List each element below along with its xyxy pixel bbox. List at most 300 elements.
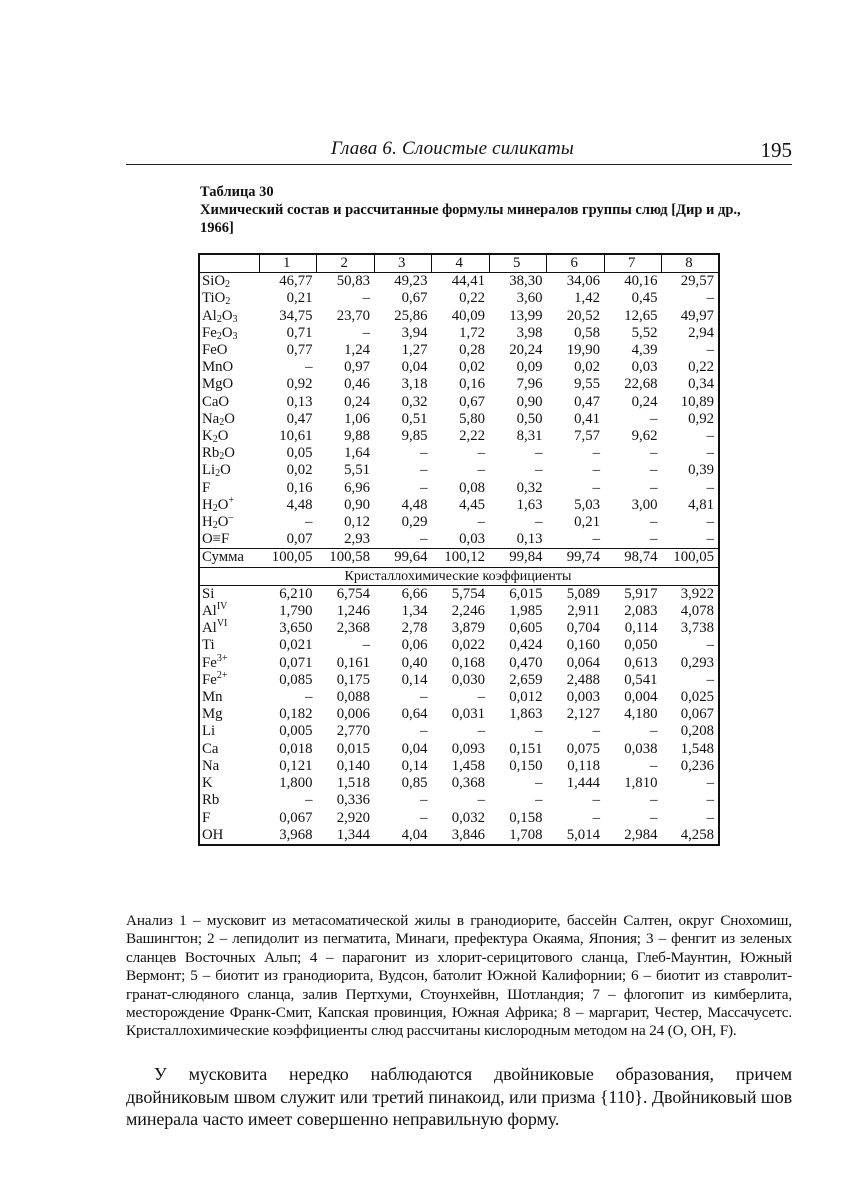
value-cell: 0,067 xyxy=(680,706,714,723)
value-cell: 0,050 xyxy=(624,637,658,654)
coefficient-row xyxy=(199,758,719,775)
value-cell: 0,21 xyxy=(286,290,313,307)
value-cell: 13,99 xyxy=(509,307,543,324)
table-label: Таблица 30 xyxy=(200,184,274,200)
value-cell: 0,04 xyxy=(401,359,428,376)
value-cell: 4,48 xyxy=(401,496,428,513)
body-paragraph: У мусковита нередко наблюдаются двойниковые образования, причем двойниковым швом служит или третий пинакоид, или призма {110}. Двойниковый шов минерала часто имеет совершенно неправильную форму. xyxy=(126,1064,792,1129)
value-cell: 0,03 xyxy=(631,359,658,376)
value-cell: 6,754 xyxy=(336,585,370,602)
value-cell: 6,210 xyxy=(279,585,313,602)
value-cell: 9,88 xyxy=(344,428,370,445)
table-body xyxy=(199,273,719,845)
table-caption xyxy=(200,183,760,237)
coefficient-row xyxy=(199,603,719,620)
value-cell: 5,089 xyxy=(566,585,600,602)
value-cell: 0,06 xyxy=(401,637,428,654)
value-cell: 4,04 xyxy=(401,826,428,843)
value-cell: 3,60 xyxy=(516,290,543,307)
coefficient-row xyxy=(199,792,719,809)
value-cell: 2,770 xyxy=(336,723,370,740)
value-cell: 1,790 xyxy=(279,603,313,620)
value-cell: 1,34 xyxy=(401,603,428,620)
value-cell: 0,90 xyxy=(344,496,370,513)
value-cell: 1,64 xyxy=(344,445,370,462)
value-cell: 0,77 xyxy=(286,342,313,359)
oxide-row xyxy=(199,531,719,549)
value-cell: 0,12 xyxy=(344,514,370,531)
value-cell: 2,083 xyxy=(624,603,658,620)
value-cell: – xyxy=(706,531,714,548)
value-cell: – xyxy=(420,531,428,548)
value-cell: 0,24 xyxy=(631,393,658,410)
value-cell: – xyxy=(420,792,428,809)
oxide-row xyxy=(199,480,719,497)
value-cell: – xyxy=(706,671,714,688)
value-cell: 2,920 xyxy=(336,809,370,826)
row-label: Na xyxy=(202,757,220,774)
value-cell: 0,22 xyxy=(688,359,714,376)
value-cell: 0,236 xyxy=(680,757,714,774)
table-title: Химический состав и рассчитанные формулы минералов группы слюд [Дир и др., 1966] xyxy=(200,202,741,236)
value-cell: – xyxy=(477,792,485,809)
value-cell: 19,90 xyxy=(566,342,600,359)
value-cell: 0,031 xyxy=(451,706,485,723)
value-cell: 4,258 xyxy=(680,826,714,843)
value-cell: – xyxy=(477,445,485,462)
value-cell: 1,06 xyxy=(344,410,370,427)
value-cell: 1,246 xyxy=(336,603,370,620)
column-header: 2 xyxy=(317,254,375,273)
row-label: Mn xyxy=(202,689,223,706)
value-cell: 4,39 xyxy=(631,342,658,359)
value-cell: 2,368 xyxy=(336,620,370,637)
value-cell: 0,022 xyxy=(451,637,485,654)
row-label: MgO xyxy=(202,376,234,393)
oxide-row xyxy=(199,411,719,428)
value-cell: – xyxy=(592,479,600,496)
value-cell: 0,14 xyxy=(401,671,428,688)
row-label: Ti xyxy=(202,637,215,654)
value-cell: 0,541 xyxy=(624,671,658,688)
value-cell: – xyxy=(592,531,600,548)
value-cell: 100,05 xyxy=(662,549,720,567)
value-cell: 2,93 xyxy=(344,531,370,548)
value-cell: 0,09 xyxy=(516,359,543,376)
value-cell: 2,984 xyxy=(624,826,658,843)
value-cell: – xyxy=(305,359,313,376)
value-cell: 7,96 xyxy=(516,376,543,393)
oxide-row xyxy=(199,497,719,514)
value-cell: 1,863 xyxy=(509,706,543,723)
value-cell: – xyxy=(535,792,543,809)
value-cell: 20,24 xyxy=(509,342,543,359)
coefficient-row xyxy=(199,810,719,827)
section-label: Кристаллохимические коэффициенты xyxy=(199,567,719,585)
oxide-row xyxy=(199,273,719,291)
value-cell: 98,74 xyxy=(604,549,662,567)
value-cell: 3,968 xyxy=(279,826,313,843)
oxide-row xyxy=(199,514,719,531)
value-cell: – xyxy=(706,479,714,496)
value-cell: – xyxy=(420,462,428,479)
value-cell: 0,03 xyxy=(459,531,485,548)
value-cell: 0,088 xyxy=(336,689,370,706)
value-cell: 0,150 xyxy=(509,757,543,774)
value-cell: 0,05 xyxy=(286,445,313,462)
value-cell: 6,015 xyxy=(509,585,543,602)
value-cell: 0,50 xyxy=(516,410,543,427)
value-cell: 100,58 xyxy=(317,549,375,567)
row-label: $Na_2O$ xyxy=(202,410,235,428)
value-cell: 0,47 xyxy=(574,393,600,410)
value-cell: 0,90 xyxy=(516,393,543,410)
value-cell: 0,13 xyxy=(516,531,543,548)
value-cell: 0,40 xyxy=(401,654,428,671)
value-cell: 0,41 xyxy=(574,410,600,427)
row-label: MnO xyxy=(202,359,234,376)
value-cell: – xyxy=(535,775,543,792)
value-cell: 1,27 xyxy=(401,342,428,359)
value-cell: 0,92 xyxy=(688,410,714,427)
value-cell: 0,121 xyxy=(279,757,313,774)
value-cell: 50,83 xyxy=(336,273,370,290)
value-cell: – xyxy=(592,809,600,826)
row-label: Si xyxy=(202,585,215,602)
value-cell: 0,368 xyxy=(451,775,485,792)
row-label: FeO xyxy=(202,342,228,359)
page-number: 195 xyxy=(760,138,792,162)
value-cell: – xyxy=(650,723,658,740)
row-label: CaO xyxy=(202,393,230,410)
value-cell: 1,800 xyxy=(279,775,313,792)
value-cell: – xyxy=(477,514,485,531)
value-cell: 22,68 xyxy=(624,376,658,393)
value-cell: 3,18 xyxy=(401,376,428,393)
value-cell: 38,30 xyxy=(509,273,543,290)
value-cell: 7,57 xyxy=(574,428,600,445)
value-cell: 10,61 xyxy=(279,428,313,445)
value-cell: 0,22 xyxy=(459,290,485,307)
value-cell: – xyxy=(420,689,428,706)
value-cell: 3,98 xyxy=(516,324,543,341)
coefficient-row xyxy=(199,620,719,637)
value-cell: 40,09 xyxy=(451,307,485,324)
value-cell: 0,47 xyxy=(286,410,313,427)
value-cell: 99,74 xyxy=(547,549,605,567)
row-label: OH xyxy=(202,826,224,843)
value-cell: – xyxy=(420,479,428,496)
coefficient-row xyxy=(199,741,719,758)
value-cell: – xyxy=(305,792,313,809)
value-cell: 5,754 xyxy=(451,585,485,602)
value-cell: 0,32 xyxy=(516,479,543,496)
value-cell: 0,018 xyxy=(279,740,313,757)
value-cell: 40,16 xyxy=(624,273,658,290)
value-cell: 5,52 xyxy=(631,324,658,341)
coefficient-row xyxy=(199,637,719,654)
value-cell: – xyxy=(650,531,658,548)
value-cell: 2,78 xyxy=(401,620,428,637)
value-cell: 2,22 xyxy=(459,428,485,445)
table-header-row xyxy=(199,254,719,273)
value-cell: 0,158 xyxy=(509,809,543,826)
row-label: Rb xyxy=(202,792,220,809)
value-cell: 0,97 xyxy=(344,359,370,376)
oxide-row xyxy=(199,308,719,325)
coefficient-row xyxy=(199,689,719,706)
value-cell: 0,13 xyxy=(286,393,313,410)
value-cell: 10,89 xyxy=(680,393,714,410)
value-cell: 0,140 xyxy=(336,757,370,774)
value-cell: 0,02 xyxy=(286,462,313,479)
value-cell: – xyxy=(592,723,600,740)
value-cell: 0,08 xyxy=(459,479,485,496)
value-cell: 49,97 xyxy=(680,307,714,324)
value-cell: 1,42 xyxy=(574,290,600,307)
value-cell: 0,005 xyxy=(279,723,313,740)
value-cell: 49,23 xyxy=(394,273,428,290)
value-cell: 0,02 xyxy=(459,359,485,376)
value-cell: – xyxy=(477,462,485,479)
row-label: Mg xyxy=(202,706,223,723)
value-cell: 0,015 xyxy=(336,740,370,757)
value-cell: 4,81 xyxy=(688,496,714,513)
oxide-row xyxy=(199,342,719,359)
row-label: TiO$_2$ xyxy=(202,290,231,308)
value-cell: 0,07 xyxy=(286,531,313,548)
value-cell: – xyxy=(706,290,714,307)
column-header: 4 xyxy=(432,254,490,273)
coefficient-row xyxy=(199,655,719,672)
section-row xyxy=(199,567,719,585)
value-cell: – xyxy=(420,809,428,826)
value-cell: 0,605 xyxy=(509,620,543,637)
value-cell: 0,075 xyxy=(566,740,600,757)
value-cell: – xyxy=(420,723,428,740)
value-cell: 0,151 xyxy=(509,740,543,757)
value-cell: 2,488 xyxy=(566,671,600,688)
value-cell: 0,161 xyxy=(336,654,370,671)
value-cell: 0,021 xyxy=(279,637,313,654)
value-cell: – xyxy=(535,462,543,479)
value-cell: 1,72 xyxy=(459,324,485,341)
column-header: 8 xyxy=(662,254,720,273)
value-cell: 1,24 xyxy=(344,342,370,359)
total-row xyxy=(199,549,719,567)
coefficient-row xyxy=(199,672,719,689)
coefficient-row xyxy=(199,706,719,723)
oxide-row xyxy=(199,445,719,462)
column-header: 7 xyxy=(604,254,662,273)
value-cell: 5,51 xyxy=(344,462,370,479)
value-cell: 0,67 xyxy=(459,393,485,410)
coefficient-row xyxy=(199,723,719,740)
value-cell: 3,846 xyxy=(451,826,485,843)
value-cell: 0,093 xyxy=(451,740,485,757)
value-cell: – xyxy=(706,445,714,462)
value-cell: 25,86 xyxy=(394,307,428,324)
value-cell: 99,84 xyxy=(489,549,547,567)
value-cell: 0,28 xyxy=(459,342,485,359)
value-cell: 0,006 xyxy=(336,706,370,723)
value-cell: 0,067 xyxy=(279,809,313,826)
value-cell: 5,03 xyxy=(574,496,600,513)
value-cell: – xyxy=(706,637,714,654)
value-cell: 3,738 xyxy=(680,620,714,637)
row-label: $H_2O^-$ xyxy=(202,512,234,532)
value-cell: 0,085 xyxy=(279,671,313,688)
value-cell: 1,985 xyxy=(509,603,543,620)
value-cell: 0,71 xyxy=(286,324,313,341)
value-cell: – xyxy=(362,324,370,341)
value-cell: 0,85 xyxy=(401,775,428,792)
value-cell: 0,92 xyxy=(286,376,313,393)
value-cell: 2,659 xyxy=(509,671,543,688)
value-cell: – xyxy=(650,445,658,462)
row-label: F xyxy=(202,809,211,826)
value-cell: 1,518 xyxy=(336,775,370,792)
row-label: Сумма xyxy=(199,549,259,567)
value-cell: – xyxy=(650,410,658,427)
table-note: Анализ 1 – мусковит из метасоматической жилы в гранодиорите, бассейн Салтен, округ Снохомиш, Вашингтон; 2 – лепидолит из пегматита, Минаги, префектура Окаяма, Япония; 3 – фенгит из зеленых сланцев Восточных Альп; 4 – парагонит из хлорит-серицитового сланца, Глеб-Маунтин, Южный Вермонт; 5 – биотит из гранодиорита, Вудсон, батолит Южной Калифорнии; 6 – биотит из ставролит-гранат-слюдяного сланца, залив Пертхуми, Стоунхейвн, Шотландия; 7 – флогопит из кимберлита, месторождение Франк-Смит, Капская провинция, Южная Африка; 8 – маргарит, Честер, Массачусетс. Кристаллохимические коэффициенты слюд рассчитаны кислородным методом на 24 (O, OH, F). xyxy=(126,912,792,1040)
value-cell: – xyxy=(650,757,658,774)
value-cell: 0,336 xyxy=(336,792,370,809)
row-label: $Fe^{2+}$ xyxy=(202,669,228,688)
value-cell: 3,922 xyxy=(680,585,714,602)
value-cell: 2,94 xyxy=(688,324,714,341)
value-cell: 1,444 xyxy=(566,775,600,792)
value-cell: 0,470 xyxy=(509,654,543,671)
value-cell: 0,114 xyxy=(624,620,658,637)
value-cell: 0,58 xyxy=(574,324,600,341)
oxide-row xyxy=(199,290,719,307)
value-cell: 3,879 xyxy=(451,620,485,637)
row-label: Li xyxy=(202,723,216,740)
header-blank-cell xyxy=(199,254,259,273)
value-cell: 6,96 xyxy=(344,479,370,496)
column-header: 6 xyxy=(547,254,605,273)
value-cell: 44,41 xyxy=(451,273,485,290)
oxide-row xyxy=(199,462,719,479)
value-cell: 0,064 xyxy=(566,654,600,671)
row-label: SiO$_2$ xyxy=(202,273,231,291)
value-cell: 8,31 xyxy=(516,428,543,445)
value-cell: 0,24 xyxy=(344,393,370,410)
value-cell: – xyxy=(535,445,543,462)
column-header: 3 xyxy=(374,254,432,273)
row-label: K xyxy=(202,775,213,792)
value-cell: 2,246 xyxy=(451,603,485,620)
value-cell: 3,94 xyxy=(401,324,428,341)
value-cell: 2,911 xyxy=(567,603,600,620)
value-cell: 4,45 xyxy=(459,496,485,513)
value-cell: 46,77 xyxy=(279,273,313,290)
value-cell: – xyxy=(592,792,600,809)
running-header xyxy=(126,138,792,164)
value-cell: 0,182 xyxy=(279,706,313,723)
value-cell: 1,548 xyxy=(680,740,714,757)
value-cell: 0,46 xyxy=(344,376,370,393)
chapter-title: Глава 6. Слоистые силикаты xyxy=(331,138,574,159)
value-cell: 3,00 xyxy=(631,496,658,513)
value-cell: – xyxy=(706,775,714,792)
value-cell: 0,424 xyxy=(509,637,543,654)
row-label: $K_2O$ xyxy=(202,428,229,446)
row-label: $Al^{VI}$ xyxy=(202,618,228,637)
value-cell: 20,52 xyxy=(566,307,600,324)
header-rule xyxy=(126,164,792,165)
value-cell: 12,65 xyxy=(624,307,658,324)
oxide-row xyxy=(199,394,719,411)
value-cell: 0,160 xyxy=(566,637,600,654)
value-cell: 0,208 xyxy=(680,723,714,740)
value-cell: – xyxy=(477,723,485,740)
column-header: 1 xyxy=(259,254,317,273)
coefficient-row xyxy=(199,775,719,792)
value-cell: 9,62 xyxy=(631,428,658,445)
value-cell: 0,34 xyxy=(688,376,714,393)
coefficient-row xyxy=(199,585,719,603)
value-cell: 0,293 xyxy=(680,654,714,671)
value-cell: 0,32 xyxy=(401,393,428,410)
row-label: $Al^{IV}$ xyxy=(202,601,228,620)
value-cell: 2,127 xyxy=(566,706,600,723)
value-cell: 0,16 xyxy=(286,479,313,496)
value-cell: – xyxy=(706,342,714,359)
value-cell: 4,180 xyxy=(624,706,658,723)
value-cell: – xyxy=(706,792,714,809)
value-cell: 0,02 xyxy=(574,359,600,376)
row-label: $Al_2O_3$ xyxy=(202,307,238,325)
value-cell: – xyxy=(650,514,658,531)
value-cell: – xyxy=(706,428,714,445)
row-label: F xyxy=(202,479,211,496)
value-cell: 100,12 xyxy=(432,549,490,567)
row-label: $Fe_2O_3$ xyxy=(202,324,238,342)
value-cell: 0,29 xyxy=(401,514,428,531)
value-cell: 5,014 xyxy=(566,826,600,843)
value-cell: 0,025 xyxy=(680,689,714,706)
value-cell: 100,05 xyxy=(259,549,317,567)
value-cell: 3,650 xyxy=(279,620,313,637)
value-cell: 0,003 xyxy=(566,689,600,706)
value-cell: – xyxy=(706,514,714,531)
value-cell: – xyxy=(477,689,485,706)
row-label: $Li_2O$ xyxy=(202,462,231,480)
oxide-row xyxy=(199,376,719,393)
value-cell: 0,704 xyxy=(566,620,600,637)
value-cell: 1,708 xyxy=(509,826,543,843)
value-cell: 1,458 xyxy=(451,757,485,774)
value-cell: 23,70 xyxy=(336,307,370,324)
value-cell: 0,04 xyxy=(401,740,428,757)
value-cell: – xyxy=(650,479,658,496)
value-cell: – xyxy=(650,792,658,809)
value-cell: 0,012 xyxy=(509,689,543,706)
row-label: $Fe^{3+}$ xyxy=(202,652,228,671)
value-cell: – xyxy=(362,290,370,307)
oxide-row xyxy=(199,359,719,376)
value-cell: – xyxy=(305,514,313,531)
row-label: $H_2O^+$ xyxy=(202,494,235,514)
value-cell: 4,078 xyxy=(680,603,714,620)
value-cell: – xyxy=(650,462,658,479)
value-cell: 1,344 xyxy=(336,826,370,843)
value-cell: 0,118 xyxy=(567,757,600,774)
value-cell: 0,038 xyxy=(624,740,658,757)
value-cell: 99,64 xyxy=(374,549,432,567)
